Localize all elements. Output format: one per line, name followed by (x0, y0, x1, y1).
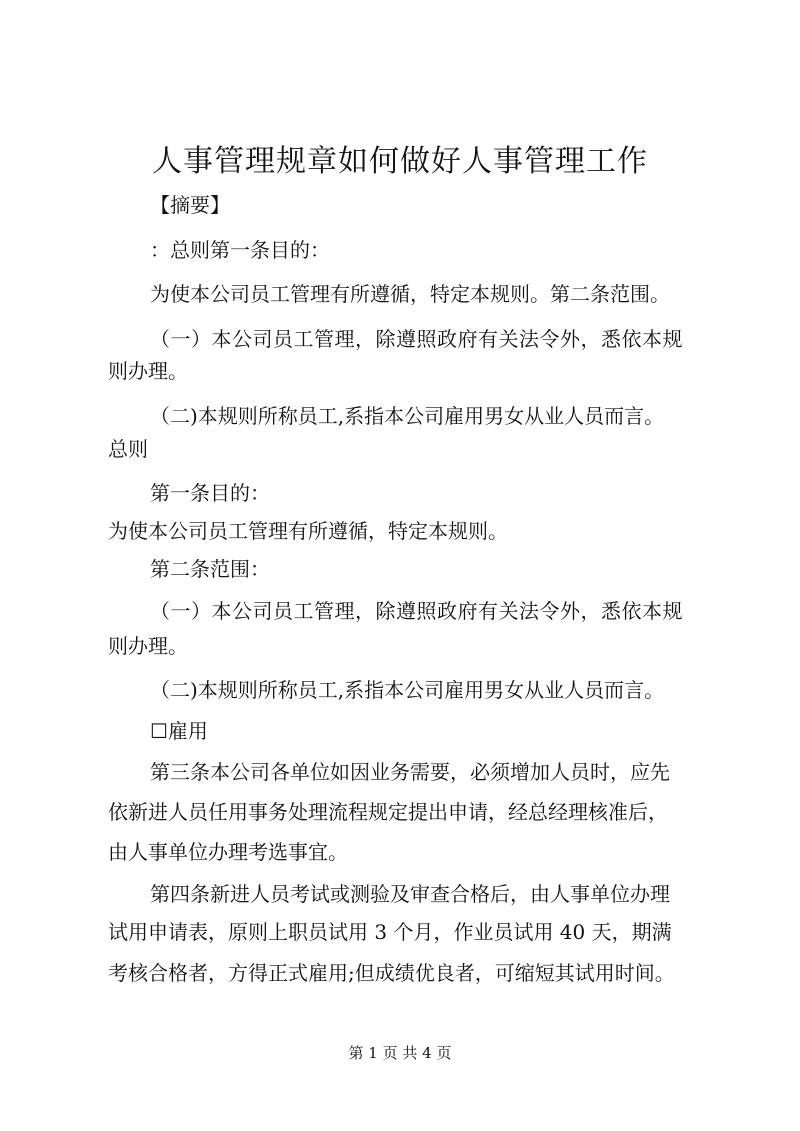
paragraph-line: 第四条新进人员考试或测验及审查合格后，由人事单位办理 (150, 882, 670, 906)
paragraph-line: （一）本公司员工管理，除遵照政府有关法令外，悉依本规 (150, 327, 683, 351)
section-heading: ☐雇用 (150, 719, 208, 743)
paragraph-line: 第三条本公司各单位如因业务需要，必须增加人员时，应先 (150, 760, 670, 784)
paragraph-line: 由人事单位办理考选事宜。 (108, 840, 348, 864)
paragraph-line: ：总则第一条目的： (150, 238, 330, 262)
section-heading: 总则 (108, 437, 148, 461)
paragraph-line: （二)本规则所称员工,系指本公司雇用男女从业人员而言。 (150, 404, 665, 428)
paragraph-line: 依新进人员任用事务处理流程规定提出申请，经总经理核准后， (108, 800, 668, 824)
document-title: 人事管理规章如何做好人事管理工作 (152, 144, 648, 179)
paragraph-line: 则办理。 (108, 634, 188, 658)
paragraph-line: 考核合格者，方得正式雇用;但成绩优良者，可缩短其试用时间。 (108, 961, 675, 985)
paragraph-line: 则办理。 (108, 359, 188, 383)
paragraph-line: 第二条范围： (150, 557, 270, 581)
paragraph-line: （一）本公司员工管理，除遵照政府有关法令外，悉依本规 (150, 599, 683, 623)
paragraph-line: 为使本公司员工管理有所遵循，特定本规则。 (108, 519, 508, 543)
paragraph-line: 试用申请表，原则上职员试用 3 个月，作业员试用 40 天，期满 (108, 920, 672, 944)
paragraph-line: 为使本公司员工管理有所遵循，特定本规则。第二条范围。 (150, 282, 670, 306)
abstract-heading: 【摘要】 (150, 193, 230, 217)
paragraph-line: 第一条目的： (150, 481, 270, 505)
page-number: 第 1 页 共 4 页 (348, 1044, 452, 1062)
paragraph-line: （二)本规则所称员工,系指本公司雇用男女从业人员而言。 (150, 678, 665, 702)
